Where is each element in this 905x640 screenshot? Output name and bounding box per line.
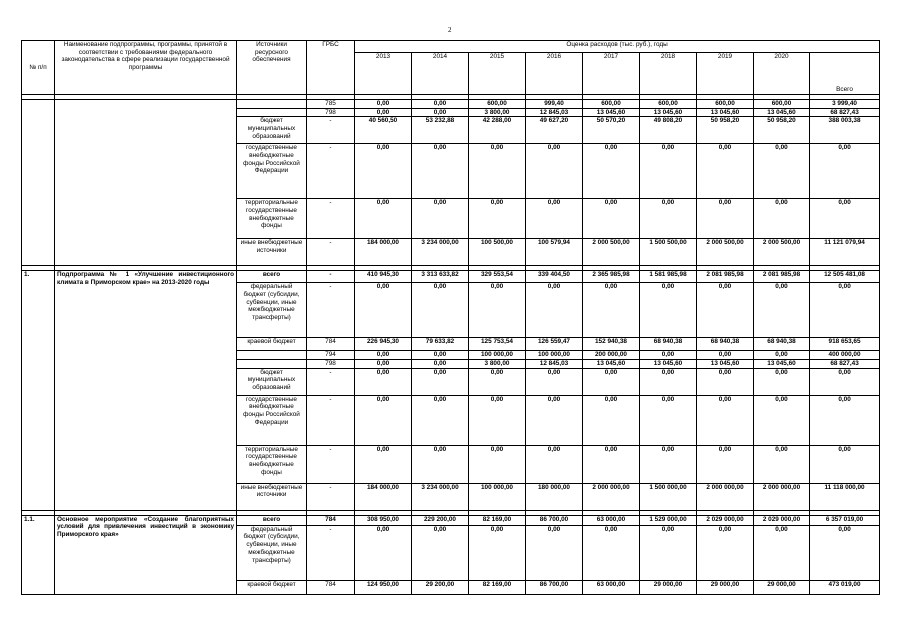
total-value: 12 505 481,08 — [810, 271, 880, 283]
grbs-code: - — [307, 525, 355, 580]
funding-source: всего — [237, 515, 307, 525]
year-value: 2 000 500,00 — [697, 239, 754, 266]
year-value: 3 800,00 — [469, 108, 526, 117]
total-value: 0,00 — [810, 368, 880, 395]
year-value: 2 000 000,00 — [754, 483, 810, 510]
year-value: 13 045,60 — [640, 360, 697, 369]
year-value: 0,00 — [697, 351, 754, 360]
year-value: 63 000,00 — [583, 580, 640, 594]
year-value: 0,00 — [355, 144, 412, 199]
year-value: 0,00 — [469, 395, 526, 445]
year-value: 0,00 — [355, 368, 412, 395]
year-value: 82 169,00 — [469, 580, 526, 594]
year-value: 29 200,00 — [412, 580, 469, 594]
year-value: 100 579,94 — [526, 239, 583, 266]
total-value: 0,00 — [810, 525, 880, 580]
year-value: 0,00 — [697, 445, 754, 483]
year-value: 50 958,20 — [754, 117, 810, 144]
total-value: 6 357 019,00 — [810, 515, 880, 525]
year-value: 124 950,00 — [355, 580, 412, 594]
year-value: 0,00 — [412, 445, 469, 483]
year-value: 600,00 — [640, 100, 697, 109]
year-value: 100 000,00 — [469, 351, 526, 360]
year-value: 2 000 000,00 — [583, 483, 640, 510]
funding-source: всего — [237, 271, 307, 283]
year-value: 0,00 — [640, 144, 697, 199]
year-value: 125 753,54 — [469, 338, 526, 351]
grbs-code: - — [307, 199, 355, 239]
year-value: 184 000,00 — [355, 239, 412, 266]
year-value: 82 169,00 — [469, 515, 526, 525]
year-value: 0,00 — [412, 199, 469, 239]
header-year: 2017 — [583, 53, 640, 95]
grbs-code: - — [307, 239, 355, 266]
year-value: 0,00 — [526, 199, 583, 239]
year-value: 0,00 — [640, 283, 697, 338]
year-value: 0,00 — [412, 351, 469, 360]
year-value: 2 081 985,98 — [754, 271, 810, 283]
grbs-code: 798 — [307, 108, 355, 117]
header-year: 2019 — [697, 53, 754, 95]
table-row — [22, 100, 880, 109]
year-value: 0,00 — [412, 144, 469, 199]
year-value: 1 500 500,00 — [640, 239, 697, 266]
header-total: Всего — [810, 53, 880, 95]
year-value: 0,00 — [469, 525, 526, 580]
year-value: 0,00 — [412, 525, 469, 580]
grbs-code: - — [307, 483, 355, 510]
grbs-code: - — [307, 395, 355, 445]
year-value: 2 365 985,98 — [583, 271, 640, 283]
year-value: 50 570,20 — [583, 117, 640, 144]
year-value: 0,00 — [355, 351, 412, 360]
year-value: 0,00 — [697, 283, 754, 338]
header-year: 2013 — [355, 53, 412, 95]
year-value: 13 045,60 — [583, 108, 640, 117]
year-value: 29 000,00 — [640, 580, 697, 594]
year-value: 0,00 — [754, 525, 810, 580]
year-value: 0,00 — [355, 108, 412, 117]
year-value: 0,00 — [526, 144, 583, 199]
year-value: 0,00 — [526, 283, 583, 338]
total-value: 388 003,38 — [810, 117, 880, 144]
year-value: 0,00 — [697, 144, 754, 199]
grbs-code: - — [307, 283, 355, 338]
year-value: 0,00 — [754, 283, 810, 338]
year-value: 68 940,38 — [754, 338, 810, 351]
funding-source: краевой бюджет — [237, 338, 307, 351]
total-value: 68 827,43 — [810, 360, 880, 369]
year-value: 410 945,30 — [355, 271, 412, 283]
program-name — [55, 100, 237, 266]
year-value: 229 200,00 — [412, 515, 469, 525]
year-value: 0,00 — [754, 144, 810, 199]
year-value: 49 808,20 — [640, 117, 697, 144]
year-value: 0,00 — [583, 283, 640, 338]
funding-source: федеральный бюджет (субсидии, субвенции, иные межбюджетные трансферты) — [237, 525, 307, 580]
year-value: 308 950,00 — [355, 515, 412, 525]
year-value: 1 500 000,00 — [640, 483, 697, 510]
expenditure-table — [21, 40, 880, 595]
year-value: 0,00 — [583, 368, 640, 395]
header-sources: Источники ресурсного обеспечения — [237, 41, 307, 95]
grbs-code: 794 — [307, 351, 355, 360]
table-row — [22, 515, 880, 525]
year-value: 49 627,20 — [526, 117, 583, 144]
funding-source — [237, 100, 307, 109]
year-value: 3 234 000,00 — [412, 239, 469, 266]
year-value: 13 045,60 — [583, 360, 640, 369]
year-value: 86 700,00 — [526, 515, 583, 525]
year-value: 29 000,00 — [697, 580, 754, 594]
grbs-code: 785 — [307, 100, 355, 109]
header-year: 2020 — [754, 53, 810, 95]
table-body — [22, 95, 880, 595]
header-year: 2014 — [412, 53, 469, 95]
year-value: 180 000,00 — [526, 483, 583, 510]
year-value: 53 232,88 — [412, 117, 469, 144]
year-value: 0,00 — [412, 360, 469, 369]
year-value: 3 313 633,82 — [412, 271, 469, 283]
year-value: 12 845,03 — [526, 360, 583, 369]
page-number: 2 — [448, 26, 452, 34]
year-value: 0,00 — [412, 395, 469, 445]
year-value: 600,00 — [583, 100, 640, 109]
year-value: 2 029 000,00 — [697, 515, 754, 525]
total-value: 3 999,40 — [810, 100, 880, 109]
year-value: 42 288,00 — [469, 117, 526, 144]
item-number: 1.1. — [22, 515, 55, 594]
item-number — [22, 100, 55, 266]
program-name: Подпрограмма № 1 «Улучшение инвестиционного климата в Приморском крае» на 2013-2020 годы — [55, 271, 237, 510]
year-value: 79 633,82 — [412, 338, 469, 351]
funding-source: иные внебюджетные источники — [237, 239, 307, 266]
funding-source: территориальные государственные внебюджетные фонды — [237, 445, 307, 483]
year-value: 0,00 — [697, 525, 754, 580]
year-value: 100 000,00 — [526, 351, 583, 360]
grbs-code: 784 — [307, 515, 355, 525]
year-value: 68 940,38 — [697, 338, 754, 351]
year-value: 0,00 — [640, 351, 697, 360]
item-number: 1. — [22, 271, 55, 510]
year-value: 0,00 — [640, 395, 697, 445]
total-value: 0,00 — [810, 445, 880, 483]
grbs-code: - — [307, 271, 355, 283]
year-value: 13 045,60 — [754, 108, 810, 117]
year-value: 600,00 — [697, 100, 754, 109]
year-value: 226 945,30 — [355, 338, 412, 351]
year-value: 0,00 — [355, 445, 412, 483]
year-value: 152 940,38 — [583, 338, 640, 351]
year-value: 339 404,50 — [526, 271, 583, 283]
funding-source: бюджет муниципальных образований — [237, 117, 307, 144]
total-value: 0,00 — [810, 144, 880, 199]
total-value: 0,00 — [810, 283, 880, 338]
year-value: 0,00 — [583, 525, 640, 580]
year-value: 0,00 — [754, 395, 810, 445]
year-value: 0,00 — [754, 368, 810, 395]
total-value: 0,00 — [810, 199, 880, 239]
year-value: 329 553,54 — [469, 271, 526, 283]
year-value: 50 958,20 — [697, 117, 754, 144]
year-value: 0,00 — [355, 199, 412, 239]
year-value: 126 559,47 — [526, 338, 583, 351]
total-value: 11 118 000,00 — [810, 483, 880, 510]
header-year: 2015 — [469, 53, 526, 95]
year-value: 0,00 — [469, 283, 526, 338]
program-name: Основное мероприятие «Создание благоприятных условий для привлечения инвестиций в экономику Приморского края» — [55, 515, 237, 594]
year-value: 0,00 — [469, 445, 526, 483]
year-value: 600,00 — [754, 100, 810, 109]
grbs-code: 784 — [307, 338, 355, 351]
year-value: 0,00 — [640, 525, 697, 580]
funding-source — [237, 108, 307, 117]
year-value: 200 000,00 — [583, 351, 640, 360]
header-grbs: ГРБС — [307, 41, 355, 95]
year-value: 68 940,38 — [640, 338, 697, 351]
year-value: 86 700,00 — [526, 580, 583, 594]
year-value: 0,00 — [412, 283, 469, 338]
funding-source: иные внебюджетные источники — [237, 483, 307, 510]
year-value: 0,00 — [640, 199, 697, 239]
year-value: 184 000,00 — [355, 483, 412, 510]
year-value: 0,00 — [355, 360, 412, 369]
funding-source: территориальные государственные внебюджетные фонды — [237, 199, 307, 239]
funding-source — [237, 351, 307, 360]
year-value: 13 045,60 — [640, 108, 697, 117]
total-value: 68 827,43 — [810, 108, 880, 117]
funding-source: федеральный бюджет (субсидии, субвенции, иные межбюджетные трансферты) — [237, 283, 307, 338]
grbs-code: 784 — [307, 580, 355, 594]
year-value: 0,00 — [469, 368, 526, 395]
year-value: 0,00 — [412, 108, 469, 117]
year-value: 29 000,00 — [754, 580, 810, 594]
year-value: 13 045,60 — [697, 360, 754, 369]
year-value: 0,00 — [526, 368, 583, 395]
funding-source: государственные внебюджетные фонды Российской Федерации — [237, 144, 307, 199]
year-value: 0,00 — [355, 395, 412, 445]
total-value: 400 000,00 — [810, 351, 880, 360]
funding-source: краевой бюджет — [237, 580, 307, 594]
year-value: 12 845,03 — [526, 108, 583, 117]
funding-source: государственные внебюджетные фонды Российской Федерации — [237, 395, 307, 445]
header-number: № п/п — [22, 41, 55, 95]
grbs-code: - — [307, 144, 355, 199]
header-year: 2018 — [640, 53, 697, 95]
year-value: 0,00 — [640, 445, 697, 483]
year-value: 0,00 — [583, 144, 640, 199]
grbs-code: - — [307, 445, 355, 483]
year-value: 40 560,50 — [355, 117, 412, 144]
total-value: 473 019,00 — [810, 580, 880, 594]
total-value: 918 653,65 — [810, 338, 880, 351]
total-value: 11 121 079,94 — [810, 239, 880, 266]
year-value: 13 045,60 — [697, 108, 754, 117]
funding-source — [237, 360, 307, 369]
year-value: 2 000 500,00 — [583, 239, 640, 266]
year-value: 0,00 — [526, 445, 583, 483]
year-value: 999,40 — [526, 100, 583, 109]
year-value: 0,00 — [583, 445, 640, 483]
funding-source: бюджет муниципальных образований — [237, 368, 307, 395]
year-value: 0,00 — [412, 368, 469, 395]
year-value: 100 500,00 — [469, 239, 526, 266]
year-value: 0,00 — [355, 100, 412, 109]
year-value: 0,00 — [355, 283, 412, 338]
table-row — [22, 271, 880, 283]
year-value: 0,00 — [583, 395, 640, 445]
year-value: 3 800,00 — [469, 360, 526, 369]
header-estimate: Оценка расходов (тыс. руб.), годы — [355, 41, 880, 53]
year-value: 63 000,00 — [583, 515, 640, 525]
year-value: 0,00 — [469, 199, 526, 239]
header-name: Наименование подпрограммы, программы, принятой в соответствии с требованиями федерального законодательства в сфере реализации государственной программы — [55, 41, 237, 95]
total-value: 0,00 — [810, 395, 880, 445]
year-value: 100 000,00 — [469, 483, 526, 510]
year-value: 0,00 — [697, 395, 754, 445]
year-value: 1 529 000,00 — [640, 515, 697, 525]
year-value: 0,00 — [355, 525, 412, 580]
year-value: 0,00 — [469, 144, 526, 199]
year-value: 0,00 — [526, 395, 583, 445]
year-value: 1 581 985,98 — [640, 271, 697, 283]
grbs-code: - — [307, 117, 355, 144]
header-year: 2016 — [526, 53, 583, 95]
year-value: 2 000 000,00 — [697, 483, 754, 510]
year-value: 0,00 — [526, 525, 583, 580]
year-value: 0,00 — [412, 100, 469, 109]
year-value: 13 045,60 — [754, 360, 810, 369]
year-value: 0,00 — [640, 368, 697, 395]
year-value: 0,00 — [697, 368, 754, 395]
grbs-code: - — [307, 368, 355, 395]
year-value: 0,00 — [583, 199, 640, 239]
year-value: 3 234 000,00 — [412, 483, 469, 510]
year-value: 0,00 — [754, 445, 810, 483]
year-value: 600,00 — [469, 100, 526, 109]
year-value: 2 029 000,00 — [754, 515, 810, 525]
year-value: 0,00 — [754, 351, 810, 360]
year-value: 0,00 — [697, 199, 754, 239]
year-value: 2 081 985,98 — [697, 271, 754, 283]
year-value: 2 000 500,00 — [754, 239, 810, 266]
grbs-code: 798 — [307, 360, 355, 369]
year-value: 0,00 — [754, 199, 810, 239]
